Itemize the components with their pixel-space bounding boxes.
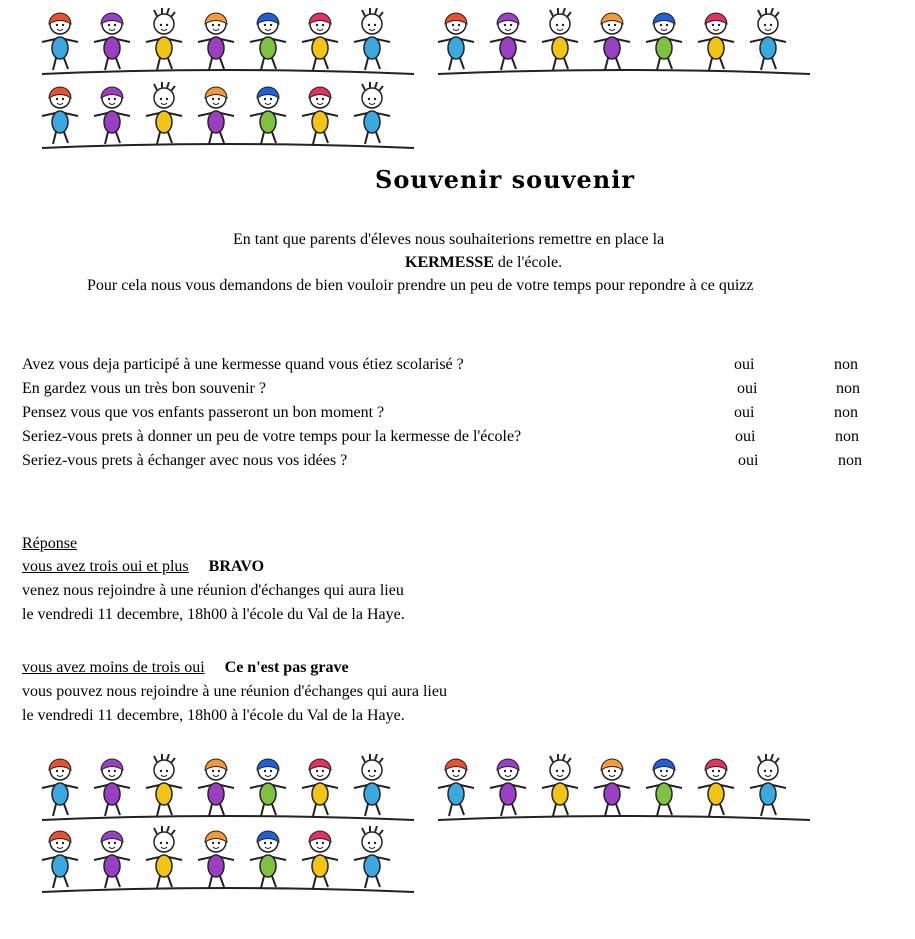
case-1-line-1: venez nous rejoindre à une réunion d'échanges qui aura lieu bbox=[22, 582, 404, 599]
answer-no-2: non bbox=[836, 380, 860, 397]
kid-figure-icon bbox=[94, 87, 130, 144]
answer-no-1: non bbox=[834, 356, 858, 373]
page-title: Souvenir souvenir bbox=[375, 165, 635, 194]
kid-figure-icon bbox=[198, 759, 234, 816]
kid-figure-icon bbox=[42, 831, 78, 888]
kid-figure-icon bbox=[42, 13, 78, 70]
kid-figure-icon bbox=[250, 13, 286, 70]
intro-line-2 bbox=[405, 252, 562, 274]
response-heading: Réponse bbox=[22, 535, 78, 552]
kid-figure-icon bbox=[438, 759, 474, 816]
kid-figure-icon bbox=[94, 759, 130, 816]
kid-figure-icon bbox=[250, 759, 286, 816]
kid-figure-icon bbox=[94, 13, 130, 70]
question-4: Seriez-vous prets à donner un peu de votre temps pour la kermesse de l'école? bbox=[22, 428, 522, 445]
kid-figure-icon bbox=[646, 13, 682, 70]
kid-figure-icon bbox=[94, 831, 130, 888]
case-2-verdict: Ce n'est pas grave bbox=[224, 659, 349, 676]
question-2: En gardez vous un très bon souvenir ? bbox=[22, 380, 266, 397]
kid-figure-icon bbox=[438, 13, 474, 70]
kid-figure-icon bbox=[646, 759, 682, 816]
kid-figure-icon bbox=[354, 754, 390, 816]
answer-yes-5: oui bbox=[738, 452, 759, 469]
kid-figure-icon bbox=[750, 754, 786, 816]
answer-yes-4: oui bbox=[735, 428, 756, 445]
kid-figure-icon bbox=[302, 13, 338, 70]
kid-figure-icon bbox=[750, 8, 786, 70]
intro-line-1: En tant que parents d'éleves nous souhaiterions remettre en place la bbox=[233, 231, 665, 248]
response-case-2-title bbox=[22, 656, 349, 680]
kid-figure-icon bbox=[198, 831, 234, 888]
question-5: Seriez-vous prets à échanger avec nous vos idées ? bbox=[22, 452, 348, 469]
kid-figure-icon bbox=[594, 759, 630, 816]
answer-yes-2: oui bbox=[737, 380, 758, 397]
kid-figure-icon bbox=[490, 13, 526, 70]
answer-yes-3: oui bbox=[734, 404, 755, 421]
kid-figure-icon bbox=[354, 8, 390, 70]
kids-border-top-second-row bbox=[38, 82, 418, 154]
kid-figure-icon bbox=[42, 87, 78, 144]
kid-figure-icon bbox=[354, 826, 390, 888]
kid-figure-icon bbox=[698, 13, 734, 70]
kids-border-top-left bbox=[38, 8, 418, 80]
case-1-condition: vous avez trois oui et plus bbox=[22, 558, 189, 575]
kid-figure-icon bbox=[302, 759, 338, 816]
kid-figure-icon bbox=[594, 13, 630, 70]
response-case-1-title bbox=[22, 555, 264, 579]
kids-border-top-right bbox=[434, 8, 814, 80]
case-2-line-1: vous pouvez nous rejoindre à une réunion d'échanges qui aura lieu bbox=[22, 683, 447, 700]
answer-no-4: non bbox=[835, 428, 859, 445]
kid-figure-icon bbox=[198, 87, 234, 144]
case-1-verdict: BRAVO bbox=[208, 558, 265, 575]
kid-figure-icon bbox=[542, 8, 578, 70]
kid-figure-icon bbox=[302, 87, 338, 144]
kids-border-bottom-left bbox=[38, 754, 418, 826]
answer-no-3: non bbox=[834, 404, 858, 421]
kid-figure-icon bbox=[42, 759, 78, 816]
answer-no-5: non bbox=[838, 452, 862, 469]
kermesse-rest: de l'école. bbox=[493, 254, 563, 271]
kid-figure-icon bbox=[146, 754, 182, 816]
kid-figure-icon bbox=[542, 754, 578, 816]
kid-figure-icon bbox=[490, 759, 526, 816]
kermesse-word: KERMESSE bbox=[405, 254, 494, 271]
case-1-line-2: le vendredi 11 decembre, 18h00 à l'école du Val de la Haye. bbox=[22, 606, 405, 623]
kid-figure-icon bbox=[146, 826, 182, 888]
kids-border-bottom-right bbox=[434, 754, 814, 826]
intro-line-3: Pour cela nous vous demandons de bien vouloir prendre un peu de votre temps pour repondre à ce quizz bbox=[87, 277, 754, 294]
kid-figure-icon bbox=[250, 831, 286, 888]
answer-yes-1: oui bbox=[734, 356, 755, 373]
kid-figure-icon bbox=[302, 831, 338, 888]
question-3: Pensez vous que vos enfants passeront un bon moment ? bbox=[22, 404, 385, 421]
kid-figure-icon bbox=[354, 82, 390, 144]
case-2-condition: vous avez moins de trois oui bbox=[22, 659, 205, 676]
kids-border-bottom-second-row bbox=[38, 826, 418, 898]
question-1: Avez vous deja participé à une kermesse quand vous étiez scolarisé ? bbox=[22, 356, 464, 373]
kid-figure-icon bbox=[198, 13, 234, 70]
case-2-line-2: le vendredi 11 decembre, 18h00 à l'école du Val de la Haye. bbox=[22, 707, 405, 724]
kid-figure-icon bbox=[146, 8, 182, 70]
kid-figure-icon bbox=[698, 759, 734, 816]
kid-figure-icon bbox=[250, 87, 286, 144]
kid-figure-icon bbox=[146, 82, 182, 144]
